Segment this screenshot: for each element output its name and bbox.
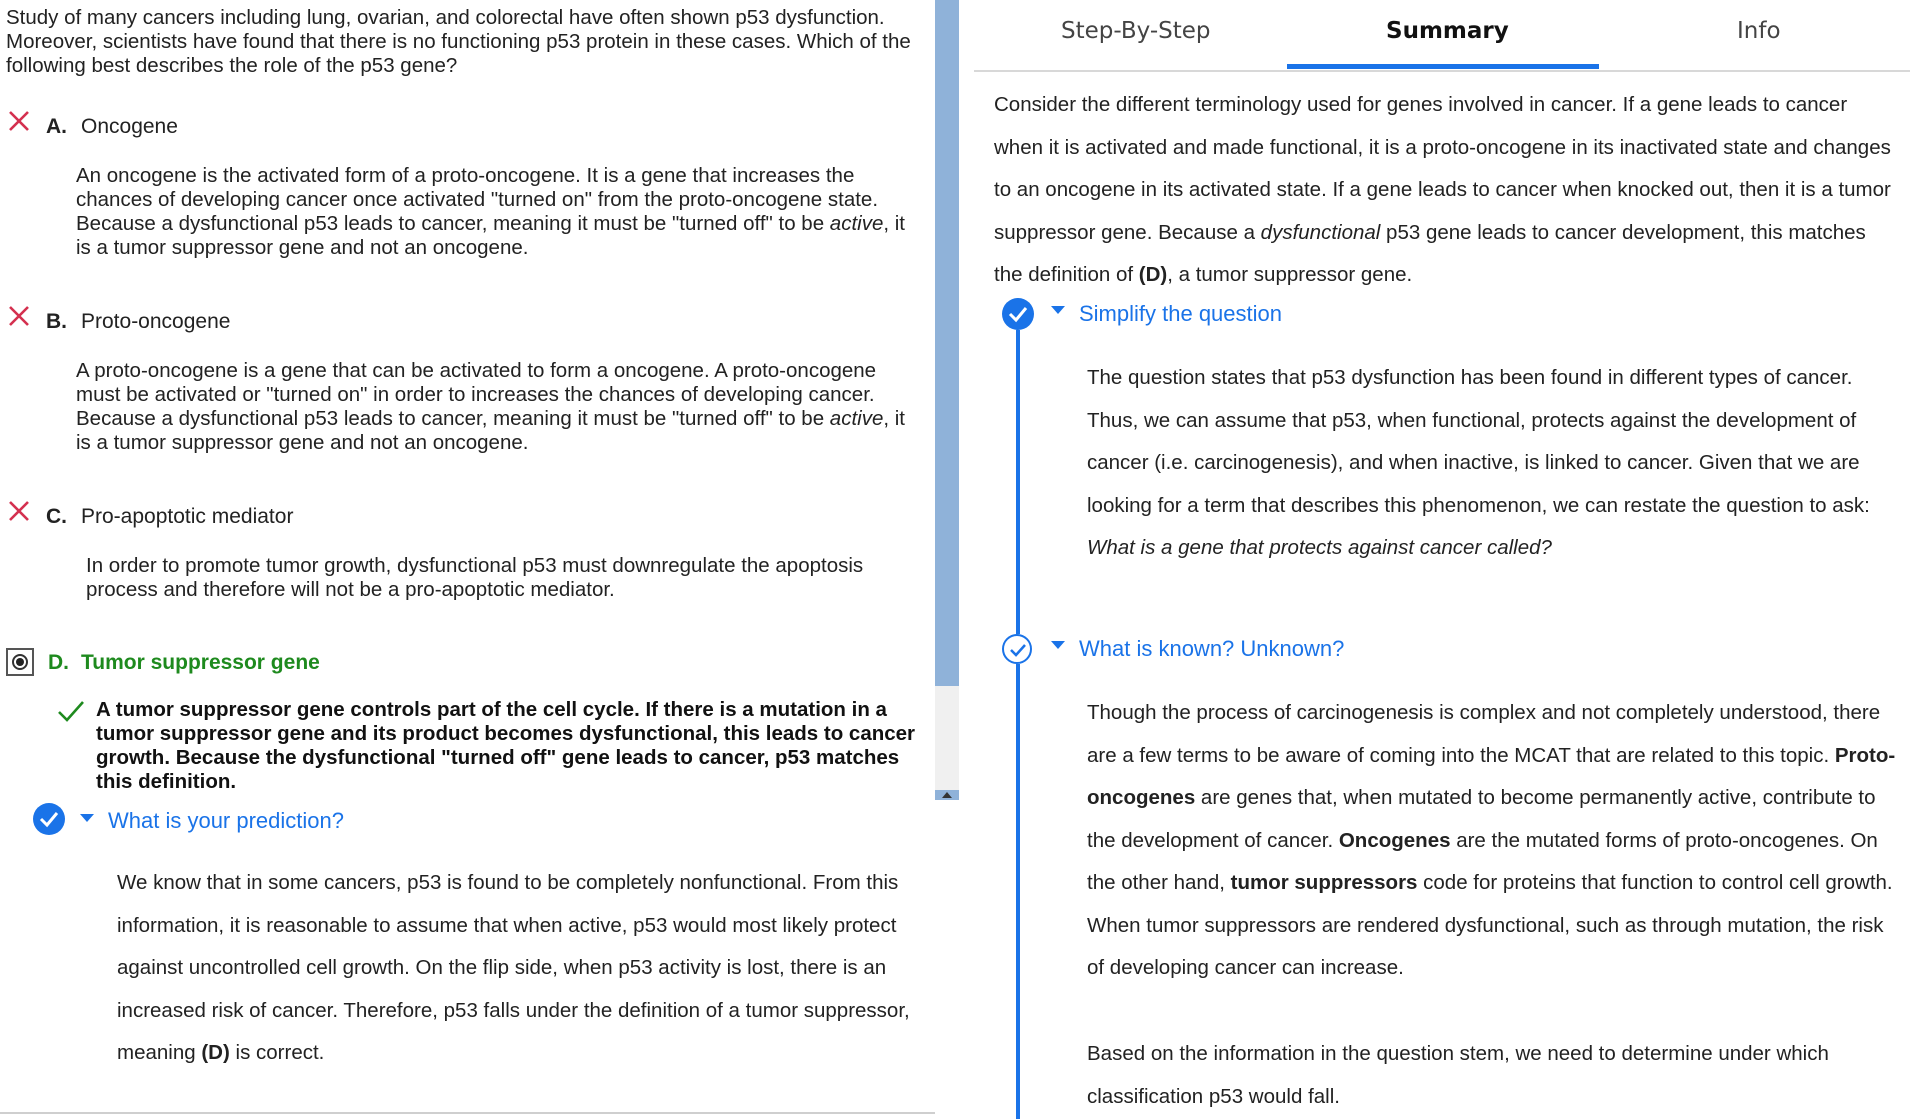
active-tab-indicator: [1287, 64, 1599, 69]
choice-letter: C.: [46, 505, 67, 528]
choice-c[interactable]: [46, 505, 293, 529]
choice-label: Pro-apoptotic mediator: [81, 505, 294, 528]
divider: [0, 1112, 935, 1114]
step-known-text-2: Based on the information in the question stem, we need to determine under which classification p53 would fall.: [1087, 1042, 1829, 1108]
choice-d[interactable]: [48, 651, 320, 675]
correct-check-icon: [56, 698, 86, 729]
choice-b[interactable]: [46, 310, 230, 334]
timeline-connector: [1016, 664, 1020, 1119]
tab-summary[interactable]: Summary: [1386, 18, 1509, 44]
tab-bar: [974, 0, 1910, 72]
choice-letter: A.: [46, 115, 67, 138]
explanation-pane: [974, 0, 1910, 1119]
checkmark-badge-icon: [1002, 298, 1034, 330]
checkmark-badge-icon: [33, 803, 65, 835]
arrow-up-icon: [942, 792, 952, 798]
tab-step-by-step[interactable]: Step-By-Step: [1061, 18, 1211, 44]
step-known-toggle[interactable]: What is known? Unknown?: [1079, 636, 1345, 661]
caret-down-icon[interactable]: [80, 814, 94, 822]
selected-radio[interactable]: [6, 648, 34, 676]
choice-label: Proto-oncogene: [81, 310, 231, 333]
choice-a[interactable]: [46, 115, 178, 139]
incorrect-x-icon: [6, 108, 32, 134]
choice-letter: D.: [48, 651, 69, 674]
question-pane: [0, 0, 935, 1119]
choice-a-explanation: An oncogene is the activated form of a proto-oncogene. It is a gene that increases the chances of developing cancer once activated "turned on" from the proto-oncogene state. Because a dysfunctional p53 leads to cancer, meaning it must be "turned off" to be active, it is a tumor suppressor gene and not an oncogene.: [76, 164, 906, 259]
scrollbar[interactable]: [935, 0, 959, 800]
choice-c-explanation: In order to promote tumor growth, dysfunctional p53 must downregulate the apoptosis process and therefore will not be a pro-apoptotic mediator.: [86, 554, 864, 601]
incorrect-x-icon: [6, 498, 32, 524]
question-stem: Study of many cancers including lung, ovarian, and colorectal have often shown p53 dysfunction. Moreover, scientists have found that there is no functioning p53 protein in these cases. Which of the following best describes the role of the p53 gene?: [6, 6, 911, 77]
checkmark-outline-icon: [1002, 634, 1032, 664]
scrollbar-thumb[interactable]: [935, 0, 959, 686]
choice-label: Tumor suppressor gene: [81, 651, 320, 674]
timeline-connector: [1016, 330, 1020, 634]
choice-letter: B.: [46, 310, 67, 333]
step-simplify-text: The question states that p53 dysfunction has been found in different types of cancer. Thus, we can assume that p53, when functional, protects against the development of cancer (i.e. carcinogenesis), and when inactive, is linked to cancer. Given that we are looking for a term that describes this phenomenon, we can restate the question to ask: What is a gene that protects against cancer called?: [1087, 366, 1870, 559]
step-known-text: Though the process of carcinogenesis is complex and not completely understood, there are a few terms to be aware of coming into the MCAT that are related to this topic. Proto-oncogenes are genes that, when mutated to become permanently active, contribute to the development of cancer. Oncogenes are the mutated forms of proto-oncogenes. On the other hand, tumor suppressors code for proteins that function to control cell growth. When tumor suppressors are rendered dysfunctional, such as through mutation, the risk of developing cancer can increase.: [1087, 701, 1896, 979]
choice-b-explanation: A proto-oncogene is a gene that can be activated to form a oncogene. A proto-oncogene must be activated or "turned on" in order to increases the chances of developing cancer. Because a dysfunctional p53 leads to cancer, meaning it must be "turned off" to be active, it is a tumor suppressor gene and not an oncogene.: [76, 359, 906, 454]
choice-d-explanation: A tumor suppressor gene controls part of the cell cycle. If there is a mutation in a tumor suppressor gene and its product becomes dysfunctional, this leads to cancer growth. Because the dysfunctional "turned off" gene leads to cancer, p53 matches this definition.: [96, 698, 916, 793]
caret-down-icon[interactable]: [1051, 641, 1065, 649]
caret-down-icon[interactable]: [1051, 306, 1065, 314]
incorrect-x-icon: [6, 303, 32, 329]
prediction-toggle[interactable]: What is your prediction?: [108, 808, 344, 833]
tab-info[interactable]: Info: [1737, 18, 1781, 44]
scroll-up-button[interactable]: [935, 790, 959, 800]
summary-text: Consider the different terminology used for genes involved in cancer. If a gene leads to cancer when it is activated and made functional, it is a proto-oncogene in its inactivated state and changes to an oncogene in its activated state. If a gene leads to cancer when knocked out, then it is a tumor suppressor gene. Because a dysfunctional p53 gene leads to cancer development, this matches the definition of (D), a tumor suppressor gene.: [994, 93, 1891, 286]
choice-label: Oncogene: [81, 115, 178, 138]
step-simplify-toggle[interactable]: Simplify the question: [1079, 301, 1282, 326]
prediction-text: We know that in some cancers, p53 is found to be completely nonfunctional. From this information, it is reasonable to assume that when active, p53 would most likely protect against uncontrolled cell growth. On the flip side, when p53 activity is lost, there is an increased risk of cancer. Therefore, p53 falls under the definition of a tumor suppressor, meaning (D) is correct.: [117, 871, 910, 1064]
